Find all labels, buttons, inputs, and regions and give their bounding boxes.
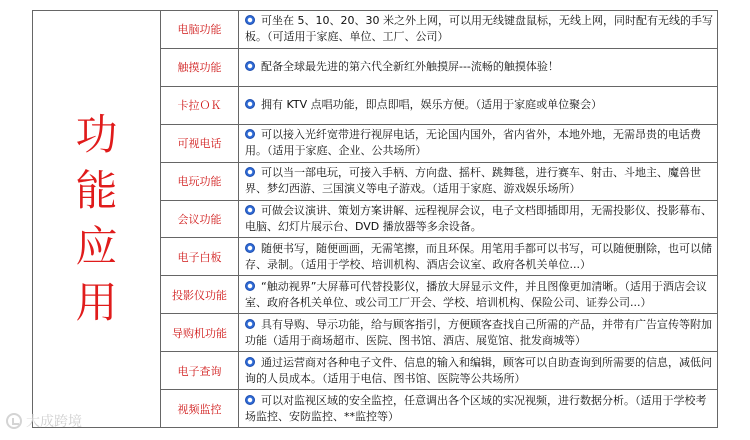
feature-description-wrap [245, 13, 713, 45]
bullet-icon [245, 129, 255, 139]
feature-description-cell [239, 125, 717, 162]
feature-name: 可视电话 [161, 125, 239, 162]
feature-description-cell [239, 238, 717, 275]
feature-name: 电子查询 [161, 352, 239, 389]
feature-description-cell [239, 49, 717, 86]
feature-description-cell [239, 87, 717, 124]
table-row [161, 238, 717, 276]
table-row [161, 276, 717, 314]
feature-description-cell [239, 390, 717, 427]
section-title: 功能应用 [75, 110, 118, 327]
bullet-icon [245, 281, 255, 291]
bullet-icon [245, 167, 255, 177]
feature-table [32, 10, 718, 428]
bullet-icon [245, 243, 255, 253]
feature-description-cell [239, 201, 717, 238]
watermark-text: 大成跨境 [26, 414, 82, 430]
feature-description: 拥有 KTV 点唱功能，即点即唱，娱乐方便。（适用于家庭或单位聚会） [261, 98, 603, 112]
feature-description: 通过运营商对各种电子文件、信息的输入和编辑，顾客可以自助查询到所需要的信息，减低问询的人员成本。（适用于电信、图书馆、医院等公共场所） [245, 355, 712, 385]
table-row [161, 11, 717, 49]
feature-description: 具有导购、导示功能，给与顾客指引，方便顾客查找自己所需的产品，并带有广告宣传等附加功能（适用于商场超市、医院、图书馆、酒店、展览馆、批发商城等） [245, 317, 712, 347]
feature-description: 可以当一部电玩，可接入手柄、方向盘、摇杆、跳舞毯，进行赛车、射击、斗地主、魔兽世界、梦幻西游、三国演义等电子游戏。（适用于家庭、游戏娱乐场所） [245, 166, 701, 196]
feature-description-wrap [245, 317, 713, 349]
feature-description-wrap [245, 241, 713, 273]
bullet-icon [245, 205, 255, 215]
feature-description-cell [239, 276, 717, 313]
table-row [161, 87, 717, 125]
feature-description-cell [239, 314, 717, 351]
bullet-icon [245, 319, 255, 329]
feature-description-wrap [245, 127, 713, 159]
watermark [6, 411, 82, 431]
feature-name: 卡拉ＯＫ [161, 87, 239, 124]
feature-name: 电脑功能 [161, 11, 239, 48]
bullet-icon [245, 99, 255, 109]
feature-description-wrap [245, 165, 713, 197]
feature-description: 可以接入光纤宽带进行视屏电话，无论国内国外，省内省外，本地外地，无需昂贵的电话费用。（适用于家庭、企业、公共场所） [245, 128, 701, 158]
feature-name: 触摸功能 [161, 49, 239, 86]
feature-description-wrap [245, 355, 713, 387]
feature-description-cell [239, 163, 717, 200]
table-row [161, 125, 717, 163]
feature-name: 电子白板 [161, 238, 239, 275]
feature-rows [161, 11, 717, 427]
feature-description-wrap [245, 203, 713, 235]
feature-name: 会议功能 [161, 201, 239, 238]
bullet-icon [245, 395, 255, 405]
feature-description: 配备全球最先进的第六代全新红外触摸屏---流畅的触摸体验！ [261, 60, 559, 74]
bullet-icon [245, 61, 255, 71]
table-row [161, 352, 717, 390]
watermark-logo-icon [6, 413, 22, 429]
feature-description: 随便书写，随便画画，无需笔擦，而且环保。用笔用手都可以书写，可以随便删除，也可以储存、录制。（适用于学校、培训机构、酒店会议室、政府各机关单位...） [245, 241, 712, 271]
table-row [161, 390, 717, 427]
feature-description: 可做会议演讲、策划方案讲解、远程视屏会议，电子文档即插即用，无需投影仪、投影幕布、电脑、幻灯片展示台、DVD 播放器等多余设备。 [245, 203, 712, 233]
section-title-cell [33, 11, 161, 427]
feature-description: 可以对监视区域的安全监控，任意调出各个区域的实况视频，进行数据分析。（适用于学校考场监控、安防监控、**监控等） [245, 393, 707, 423]
table-row [161, 49, 717, 87]
table-row [161, 201, 717, 239]
bullet-icon [245, 15, 255, 25]
bullet-icon [245, 357, 255, 367]
feature-description-wrap [245, 393, 713, 425]
feature-description-wrap [245, 59, 713, 75]
feature-description-wrap [245, 279, 713, 311]
feature-name: 投影仪功能 [161, 276, 239, 313]
feature-description: 可坐在 5、10、20、30 米之外上网，可以用无线键盘鼠标，无线上网，同时配有无线的手写板。（可适用于家庭、单位、工厂、公司） [245, 14, 713, 44]
feature-name: 电玩功能 [161, 163, 239, 200]
feature-description-cell [239, 11, 717, 48]
feature-description-wrap [245, 97, 713, 113]
table-row [161, 314, 717, 352]
feature-name: 导购机功能 [161, 314, 239, 351]
feature-name: 视频监控 [161, 390, 239, 427]
feature-description-cell [239, 352, 717, 389]
feature-description: “触动视界”大屏幕可代替投影仪，播放大屏显示文件，并且图像更加清晰。（适用于酒店会议室、政府各机关单位、或公司工厂开会、学校、培训机构、保险公司、证券公司...） [245, 279, 707, 309]
table-row [161, 163, 717, 201]
